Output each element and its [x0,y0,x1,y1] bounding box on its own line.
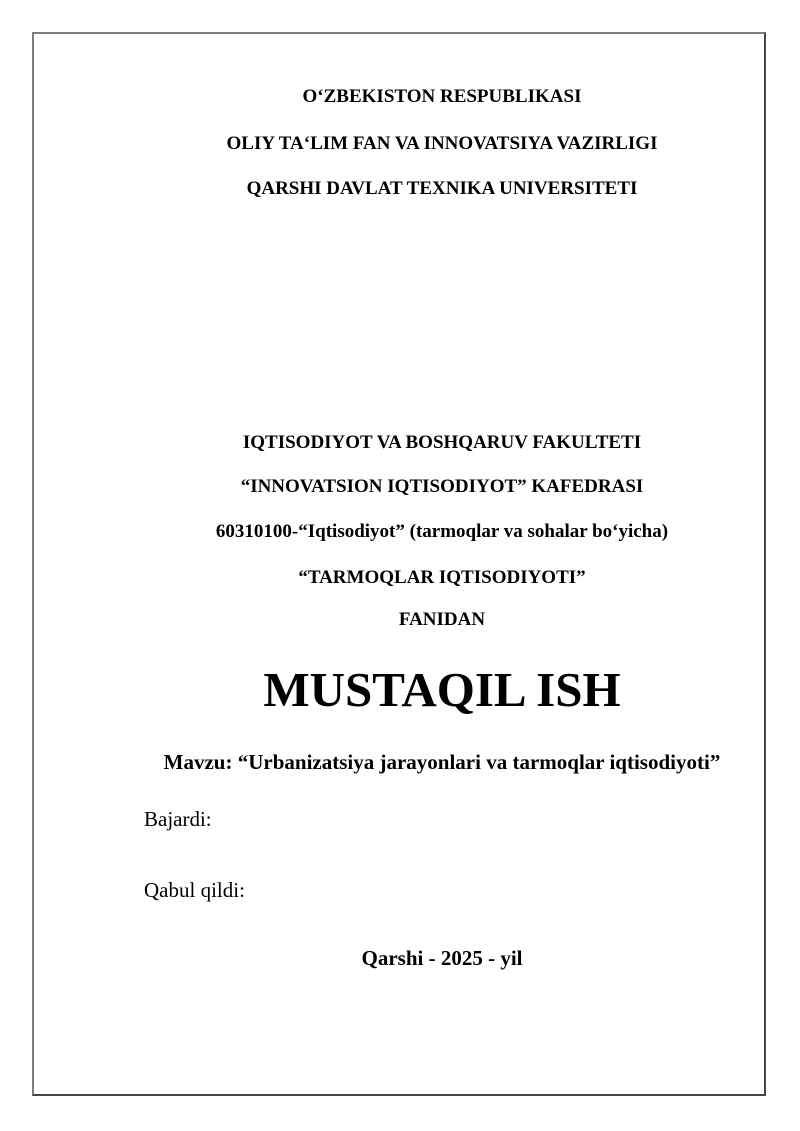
topic-line: Mavzu: “Urbanizatsiya jarayonlari va tarmoqlar iqtisodiyoti” [163,750,721,774]
department-line: “INNOVATSION IQTISODIYOT” KAFEDRASI [240,476,644,497]
subject-line: “TARMOQLAR IQTISODIYOTI” [298,567,586,588]
specialty-line: 60310100-“Iqtisodiyot” (tarmoqlar va sohalar bo‘yicha) [215,521,669,542]
header-country: O‘ZBEKISTON RESPUBLIKASI [302,86,582,107]
fanidan-label: FANIDAN [398,609,486,630]
accepted-by-label: Qabul qildi: [144,878,245,902]
document-title: MUSTAQIL ISH [263,662,621,717]
faculty-line: IQTISODIYOT VA BOSHQARUV FAKULTETI [242,432,642,453]
performed-by-label: Bajardi: [144,807,212,831]
header-university: QARSHI DAVLAT TEXNIKA UNIVERSITETI [246,178,638,199]
city-year-line: Qarshi - 2025 - yil [361,946,523,970]
header-ministry: OLIY TA‘LIM FAN VA INNOVATSIYA VAZIRLIGI [226,133,658,154]
